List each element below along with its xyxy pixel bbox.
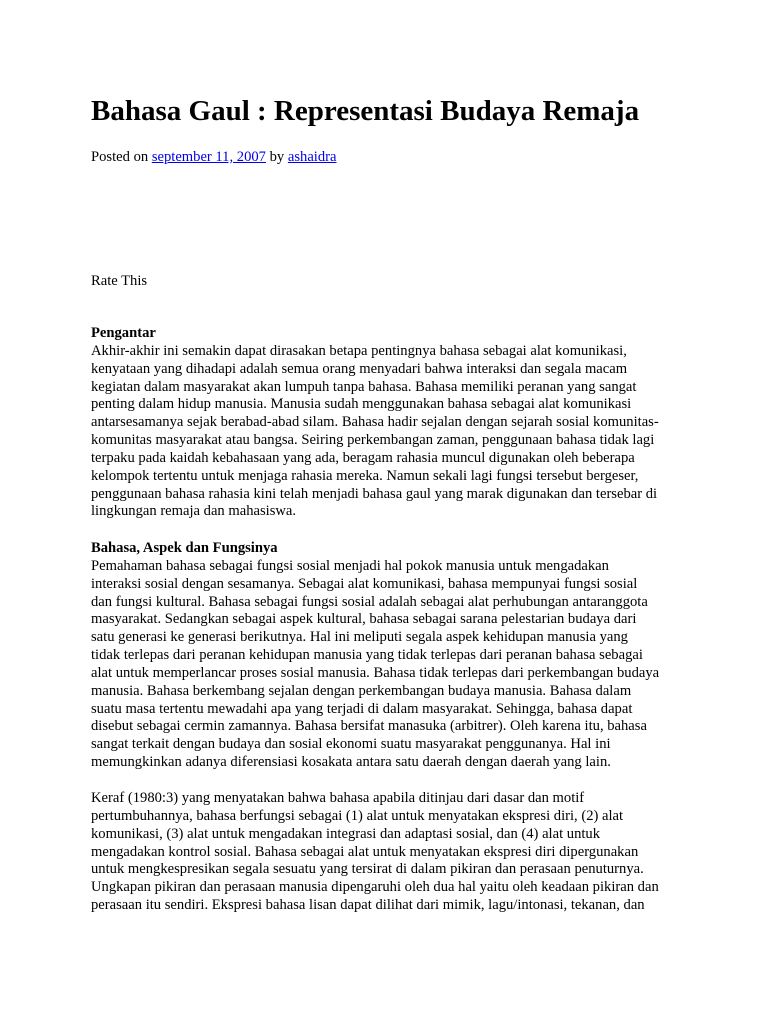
paragraph-line: Keraf (1980:3) yang menyatakan bahwa bahasa apabila ditinjau dari dasar dan motif — [91, 790, 585, 806]
by-label: by — [265, 149, 288, 165]
paragraph-line: Akhir-akhir ini semakin dapat dirasakan betapa pentingnya bahasa sebagai alat komunikasi, — [91, 342, 627, 359]
paragraph-line: Ungkapan pikiran dan perasaan manusia dipengaruhi oleh dua hal yaitu oleh keadaan pikiran dan — [91, 879, 659, 896]
rate-this-label[interactable]: Rate This — [91, 273, 148, 289]
paragraph-line: Pemahaman bahasa sebagai fungsi sosial menjadi hal pokok manusia untuk mengadakan — [91, 557, 609, 574]
section-pengantar — [91, 325, 691, 521]
post-date-link[interactable]: september 11, 2007 — [151, 149, 266, 165]
paragraph-line: lingkungan remaja dan mahasiswa. — [91, 503, 297, 520]
section-body — [91, 790, 691, 915]
section-body — [91, 558, 691, 772]
paragraph-line: antarsesamanya sejak berabad-abad silam. Bahasa hadir sejalan dengan sejarah sosial komunitas- — [91, 414, 659, 431]
paragraph-line: suatu masa tertentu mewadahi apa yang terjadi di dalam masyarakat. Sehingga, bahasa dapat — [91, 700, 633, 717]
paragraph-line: dan fungsi kultural. Bahasa sebagai fungsi sosial adalah sebagai alat perhubungan antaranggota — [91, 593, 648, 610]
posted-on-label: Posted on — [91, 149, 152, 165]
paragraph-line: manusia. Bahasa berkembang sejalan dengan perkembangan budaya manusia. Bahasa dalam — [91, 682, 632, 699]
paragraph-line: disebut sebagai cermin zamannya. Bahasa bersifat manasuka (arbitrer). Oleh karena itu, bahasa — [91, 718, 647, 735]
article-title: Bahasa Gaul : Representasi Budaya Remaja — [91, 95, 640, 127]
paragraph-line: sangat terkait dengan budaya dan sosial ekonomi suatu masyarakat penggunanya. Hal ini — [91, 736, 611, 753]
paragraph-line: komunikasi, (3) alat untuk mengadakan integrasi dan adaptasi sosial, dan (4) alat untuk — [91, 825, 601, 842]
section-keraf — [91, 790, 691, 915]
paragraph-line: satu generasi ke generasi berikutnya. Hal ini meliputi segala aspek kehidupan manusia yang — [91, 629, 628, 646]
paragraph-line: perasaan itu sendiri. Ekspresi bahasa lisan dapat dilihat dari mimik, lagu/intonasi, tekanan, dan — [91, 897, 645, 914]
section-bahasa-aspek-fungsi — [91, 540, 691, 772]
section-body — [91, 343, 691, 521]
paragraph-line: kegiatan dalam masyarakat akan lumpuh tanpa bahasa. Bahasa memiliki peranan yang sangat — [91, 378, 637, 395]
paragraph-line: kelompok tertentu untuk menjaga rahasia mereka. Namun sekali lagi fungsi tersebut bergeser, — [91, 467, 639, 484]
paragraph-line: komunitas masyarakat atau bangsa. Seiring perkembangan zaman, penggunaan bahasa tidak lagi — [91, 432, 655, 449]
author-link[interactable]: ashaidra — [287, 149, 337, 165]
paragraph-line: alat untuk memperlancar proses sosial manusia. Bahasa tidak terlepas dari perkembangan budaya — [91, 664, 660, 681]
paragraph-line: penting dalam hidup manusia. Manusia sudah menggunakan bahasa sebagai alat komunikasi — [91, 396, 632, 413]
paragraph-line: masyarakat. Sedangkan sebagai aspek kultural, bahasa sebagai sarana pelestarian budaya dari — [91, 611, 637, 628]
paragraph-line: interaksi sosial dengan sesamanya. Sebagai alat komunikasi, bahasa mempunyai fungsi sosial — [91, 575, 638, 592]
paragraph-line: penggunaan bahasa rahasia kini telah menjadi bahasa gaul yang marak digunakan dan tersebar di — [91, 485, 658, 502]
paragraph-line: mengadakan kontrol sosial. Bahasa sebagai alat untuk menyatakan ekspresi diri dipergunakan — [91, 843, 639, 860]
section-heading: Bahasa, Aspek dan Fungsinya — [91, 540, 278, 556]
paragraph-line: terpaku pada kaidah kebahasaan yang ada, beragam rahasia muncul digunakan oleh beberapa — [91, 449, 635, 466]
paragraph-line: tidak terlepas dari peranan kehidupan manusia yang tidak terlepas dari peranan bahasa sebagai — [91, 647, 643, 664]
paragraph-line: untuk mengkespresikan segala sesuatu yang tersirat di dalam pikiran dan perasaan penuturnya. — [91, 861, 644, 878]
paragraph-line: kenyataan yang dihadapi adalah semua orang menyadari bahwa interaksi dan segala macam — [91, 360, 628, 377]
section-heading: Pengantar — [91, 325, 156, 341]
paragraph-line: pertumbuhannya, bahasa berfungsi sebagai (1) alat untuk menyatakan ekspresi diri, (2) alat — [91, 807, 624, 824]
paragraph-line: memungkinkan adanya diferensiasi kosakata antara satu daerah dengan daerah yang lain. — [91, 754, 611, 771]
post-meta — [91, 148, 336, 166]
